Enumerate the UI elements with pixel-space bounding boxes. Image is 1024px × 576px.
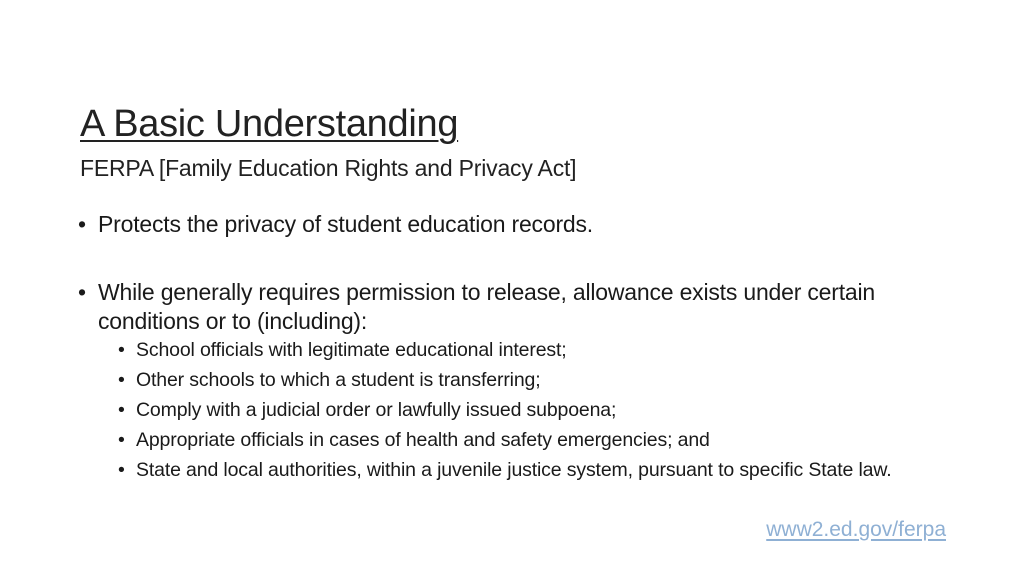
sub-bullet-text: Appropriate officials in cases of health and safety emergencies; and	[136, 429, 710, 451]
bullet-item	[78, 210, 958, 239]
sub-bullet-text: Comply with a judicial order or lawfully issued subpoena;	[136, 399, 617, 421]
slide-subtitle: FERPA [Family Education Rights and Privacy Act]	[80, 155, 577, 181]
sub-bullet-item	[98, 338, 958, 363]
sub-bullet-item	[98, 458, 958, 482]
ferpa-link[interactable]: www2.ed.gov/ferpa	[766, 518, 946, 541]
sub-bullet-icon: •	[118, 429, 125, 451]
sub-bullet-icon: •	[118, 399, 125, 421]
slide-title: A Basic Understanding	[80, 103, 459, 145]
sub-bullet-item	[98, 428, 958, 453]
sub-bullet-text: State and local authorities, within a juvenile justice system, pursuant to specific State law.	[136, 459, 892, 481]
bullet-text: Protects the privacy of student education records.	[98, 211, 593, 237]
bullet-list	[78, 210, 958, 487]
sub-bullet-icon: •	[118, 459, 125, 481]
sub-bullet-item	[98, 398, 958, 423]
bullet-icon: •	[78, 279, 86, 305]
sub-bullet-icon: •	[118, 339, 125, 361]
sub-bullet-text: School officials with legitimate educational interest;	[136, 339, 567, 361]
bullet-icon: •	[78, 211, 86, 237]
bullet-item	[78, 278, 958, 482]
sub-bullet-item	[98, 368, 958, 393]
sub-bullet-text: Other schools to which a student is transferring;	[136, 369, 541, 391]
bullet-text: While generally requires permission to release, allowance exists under certain conditions or to (including):	[98, 279, 876, 334]
sub-bullet-list	[98, 338, 958, 482]
sub-bullet-icon: •	[118, 369, 125, 391]
